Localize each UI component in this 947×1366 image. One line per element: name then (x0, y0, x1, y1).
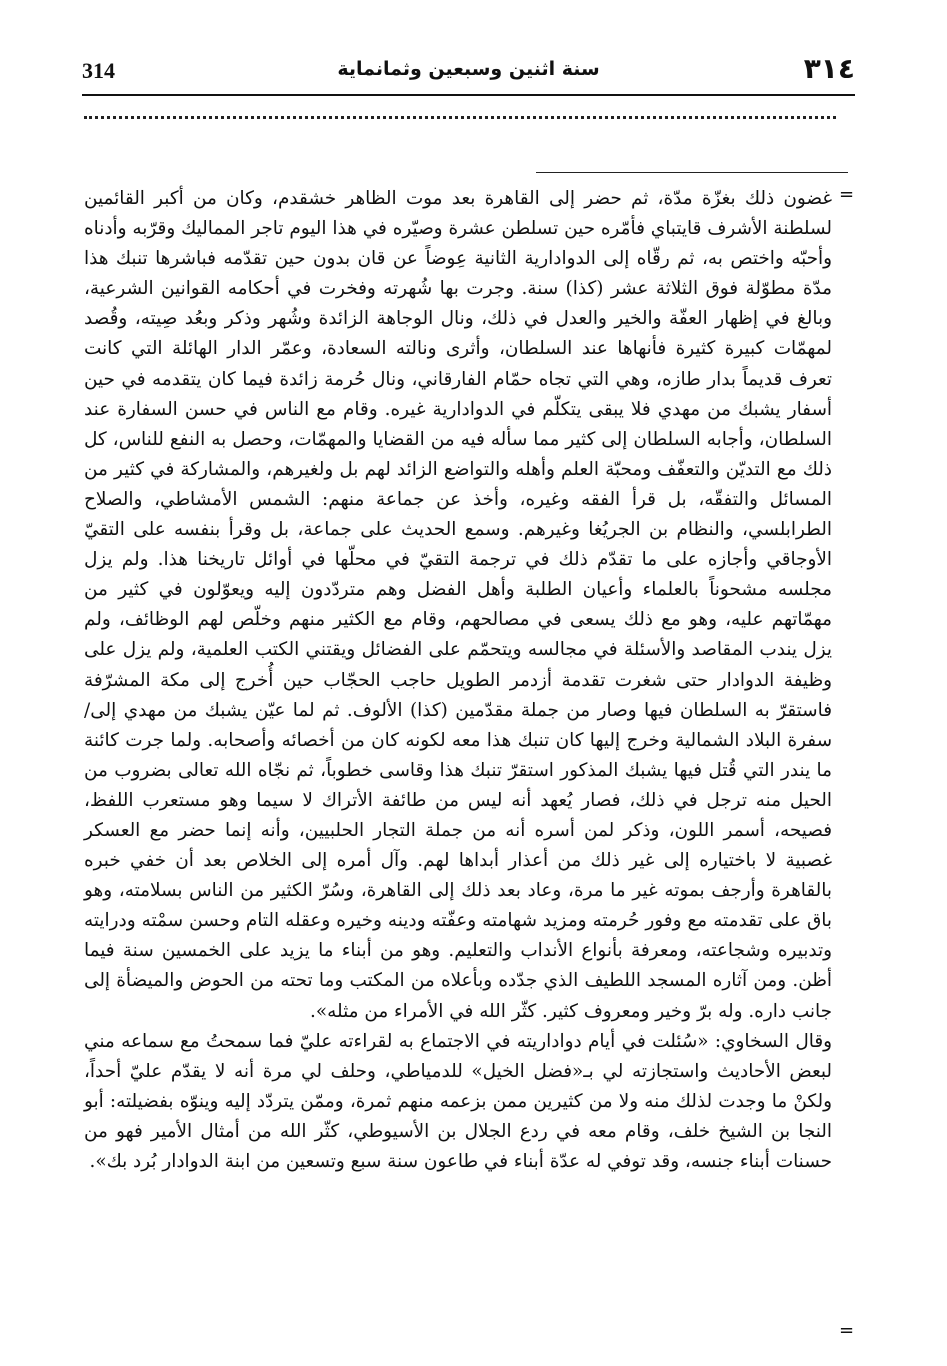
paragraph-biography: غضون ذلك بغزّة مدّة، ثم حضر إلى القاهرة بعد موت الظاهر خشقدم، وكان من أكبر القائمين لسلطنة الأشرف قايتباي فأمّره حين تسلطن عشرة وصيّره في هذا اليوم تاجر المماليك وقرّبه وأدناه وأحبّه واختص به، ثم رقّاه إلى الدوادارية الثانية عِوضاً عن قان بدون حين تقدّمه فباشرها تنبك هذا مدّة مطوّلة فوق الثلاثة عشر (كذا) سنة. وجرت بها شُهرته وفخرت في أحكامه القوانين الشرعية، وبالغ في إظهار العفّة والخير والعدل في ذلك، ونال الوجاهة الزائدة وشُهر وذكر وبعُد صِيته، وقُصد لمهمّات كبيرة كثيرة فأنهاها عند السلطان، وأثرى ونالته السعادة، وعمّر الدار الهائلة التي كانت تعرف قديماً بدار طازه، وهي التي تجاه حمّام الفارقاني، ونال حُرمة زائدة فيما كان يتقدمه في حين أسفار يشبك من مهدي فلا يبقى يتكلّم في الدوادارية غيره. وقام مع الناس في حسن السفارة عند السلطان، وأجابه السلطان إلى كثير مما سأله فيه من القضايا والمهمّات، وحصل به النفع للناس، كل ذلك مع التديّن والتعفّف ومحبّة العلم وأهله والتواضع الزائد لهم بل ولغيرهم، والمشاركة في كثير من المسائل والتفقّه، بل قرأ الفقه وغيره، وأخذ عن جماعة منهم: الشمس الأمشاطي، والصلاح الطرابلسي، والنظام بن الجريُغا وغيرهم. وسمع الحديث على جماعة، بل وقرأ بنفسه على التقيّ الأوجاقي وأجازه على ما تقدّم ذلك في ترجمة التقيّ في محلّها في أوائل تاريخنا هذا. ولم يزل مجلسه مشحوناً بالعلماء وأعيان الطلبة وأهل الفضل وهم متردّدون إليه ويعوّلون في كثير من مهمّاتهم عليه، وهو مع ذلك يسعى في مصالحهم، وقام مع الكثير منهم وخلّص لهم الوظائف، ولم يزل يندب المقاصد والأسئلة في مجالسه ويتحمّم على الفضائل ويقتني الكتب العلمية، ولم يزل على وظيفة الدوادار حتى شغرت تقدمة أزدمر الطويل حاجب الحجّاب حين أُخرج إلى مكة المشرّفة فاستقرّ به السلطان فيها وصار من جملة مقدّمين (كذا) الألوف. ثم لما عيّن يشبك من مهدي إلى/سفرة البلاد الشمالية وخرج إليها كان تنبك هذا معه لكونه كان من أخصائه وأصحابه. ولما جرت كائنة ما يندر التي قُتل فيها يشبك المذكور استقرّ تنبك هذا وقاسى خطوباً، ثم نجّاه الله تعالى بضروب من الحيل منه ترجل في ذلك، فصار يُعهد أنه ليس من طائفة الأتراك لا سيما وهو مستعرب اللفظ، فصيحه، أسمر اللون، وذكر لمن أسره أنه من جملة التجار الحلبيين، وأنه إنما حضر مع العسكر غصبية لا باختياره إلى غير ذلك من أعذار أبداها لهم. وآل أمره إلى الخلاص بعد أن خفي خبره بالقاهرة وأرجف بموته غير ما مرة، وعاد بعد ذلك إلى القاهرة، وسُرّ الكثير من الناس بسلامته، وهو باق على تقدمته مع وفور حُرمته ومزيد شهامته وعفّته ودينه وخيره وعقله التام وحسن سمْته ودرايته وتدبيره وشجاعته، ومعرفة بأنواع الأنداب والتعليم. وهو من أبناء ما يزيد على الخمسين سنة فيما أظن. ومن آثاره المسجد اللطيف الذي جدّده وبأعلاه من المكتب وما تحته من الحوض والميضأة إلى جانب داره. وله برّ وخير ومعروف كثير. كثّر الله في الأمراء من مثله». (84, 188, 832, 1022)
running-title: سنة اثنين وسبعين وثمانماية (337, 58, 600, 80)
paragraph-sakhawi-quote: وقال السخاوي: «سُئلت في أيام دواداريته في الاجتماع به لقراءته عليّ فما سمحتُ مع سماعه مني لبعض الأحاديث واستجازته لي بـ«فضل الخيل» للدمياطي، وحلف لي مرة أنه لا يقدّم عليّ أحداً، ولكنْ ما وجدت لذلك منه ولا من كثيرين ممن بزعمه منهم ثمرة، وممّن يتردّد إليه وينوّه بفضيلته: أبو النجا بن الشيخ خلف، وقام معه في ردع الجلال بن الأسيوطي، كثّر الله من أمثال الأمير فهو من حسنات أبناء جنسه، وقد توفي له عدّة أبناء في طاعون سنة سبع وتسعين من ابنة الدوادار بُرد بك». (84, 1030, 832, 1172)
page-number-arabic: ٣١٤ (803, 52, 855, 85)
continuation-marker-bottom: = (839, 1320, 855, 1341)
continuation-marker-top: = (839, 184, 855, 205)
dotted-separator (84, 116, 836, 119)
footnote-rule (536, 172, 848, 173)
header-rule (82, 94, 855, 96)
page-header (82, 50, 855, 90)
page-number-latin: 314 (82, 58, 115, 83)
footnote-body (84, 184, 832, 1177)
